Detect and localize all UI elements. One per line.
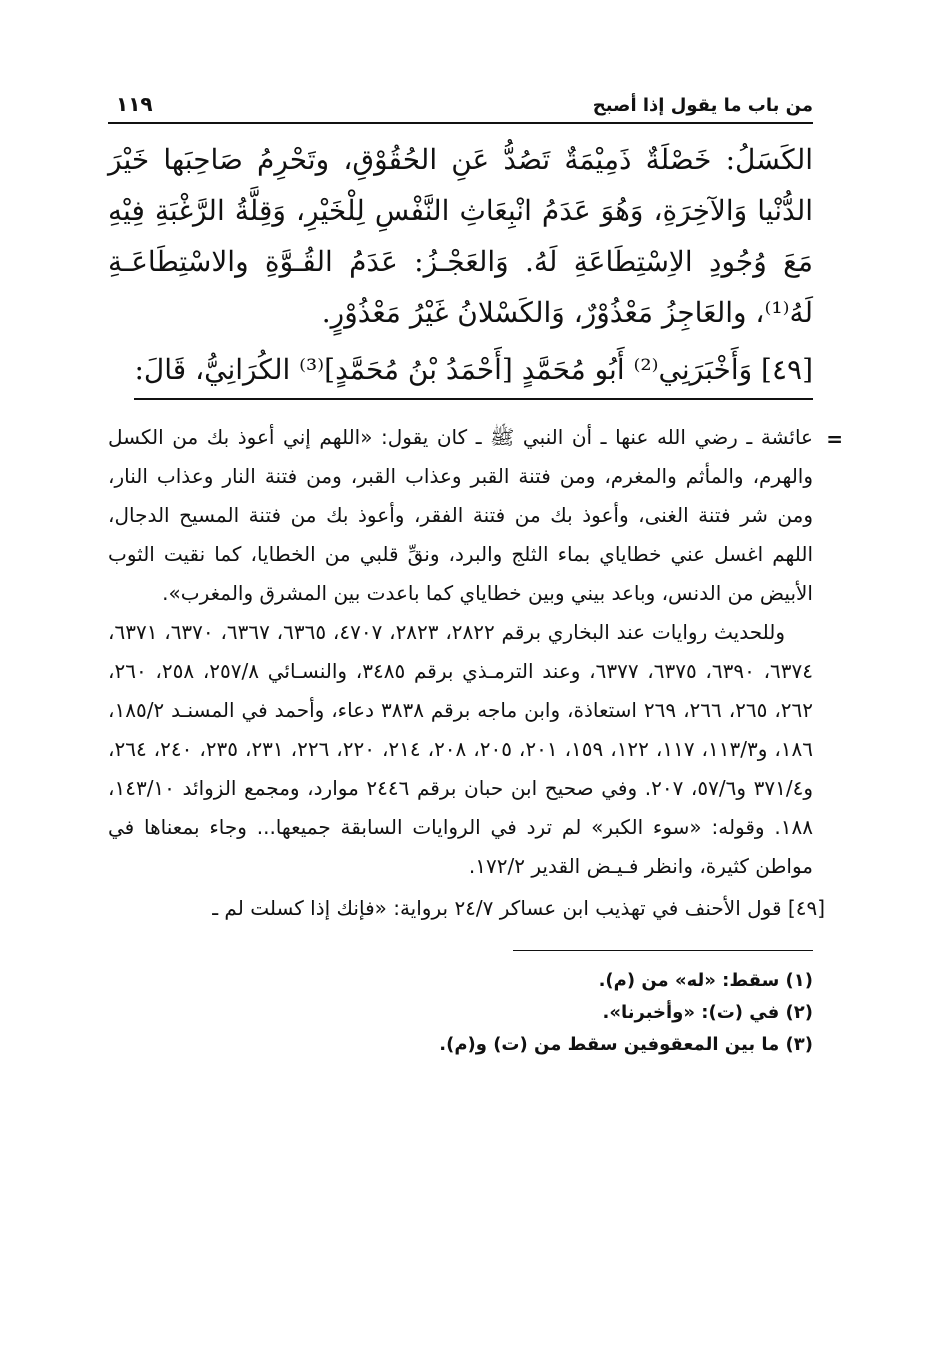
main-text — [108, 134, 813, 338]
main-paragraph: الكَسَلُ: خَصْلَةٌ ذَمِيْمَةٌ تَصُدُّ عَنِ الحُقُوْقِ، وتَحْرِمُ صَاحِبَها خَيْرَ الدُّنْيا وَالآخِرَةِ، وَهُوَ عَدَمُ انْبِعَاثِ النَّفْسِ لِلْخَيْرِ، وَقِلَّةُ الرَّغْبَةِ فِيْهِ مَعَ وُجُودِ الاِسْتِطَاعَةِ لَهُ. وَالعَجْـزُ: عَدَمُ القُـوَّةِ والاسْتِطَاعَـةِ لَهُ⁽¹⁾، والعَاجِزُ مَعْذُوْرٌ، وَالكَسْلانُ غَيْرُ مَعْذُوْرٍ. — [108, 143, 813, 329]
page-header — [108, 78, 813, 124]
commentary-block — [108, 418, 843, 886]
footnote-divider — [513, 950, 813, 951]
commentary-paragraph-2: وللحديث روايات عند البخاري برقم ٢٨٢٢، ٢٨٢٣، ٤٧٠٧، ٦٣٦٥، ٦٣٦٧، ٦٣٧٠، ٦٣٧١، ٦٣٧٤، ٦٣٩٠، ٦٣٧٥، ٦٣٧٧، وعند الترمـذي برقم ٣٤٨٥، والنسـائي ٢٥٧/٨، ٢٥٨، ٢٦٠، ٢٦٢، ٢٦٥، ٢٦٦، ٢٦٩ استعاذة، وابن ماجه برقم ٣٨٣٨ دعاء، وأحمد في المسنـد ١٨٥/٢، ١٨٦، و١١٣/٣، ١١٧، ١٢٢، ١٥٩، ٢٠١، ٢٠٥، ٢٠٨، ٢١٤، ٢٢٠، ٢٢٦، ٢٣١، ٢٣٥، ٢٤٠، ٢٦٤، و٣٧١/٤ و٥٧/٦، ٢٠٧. وفي صحيح ابن حبان برقم ٢٤٤٦ موارد، ومجمع الزوائد ١٤٣/١٠، ١٨٨. وقوله: «سوء الكبر» لم ترد في الروايات السابقة جميعها... وجاء بمعناها في مواطن كثيرة، وانظر فـيـض القدير ١٧٢/٢. — [108, 620, 814, 878]
continuation-mark: = — [826, 427, 843, 451]
running-title: من باب ما يقول إذا أصبح — [592, 95, 813, 116]
footnotes — [108, 965, 813, 1061]
note-49: [٤٩] قول الأحنف في تهذيب ابن عساكر ٢٤/٧ برواية: «فإنك إذا كسلت لم ـ — [212, 896, 825, 920]
footnote-2: (٢) في (ت): «وأخبرنا». — [602, 1002, 813, 1023]
footnote-3: (٣) ما بين المعقوفين سقط من (ت) و(م). — [439, 1034, 813, 1055]
document-page — [108, 78, 843, 1061]
hadith-heading: [٤٩] وَأَخْبَرَنِي⁽²⁾ أَبُو مُحَمَّدٍ [أَحْمَدُ بْنُ مُحَمَّدٍ]⁽³⁾ الكُرَانِيُّ، قَالَ: — [134, 344, 813, 400]
page-number: ١١٩ — [116, 92, 153, 116]
commentary-paragraph-1: عائشة ـ رضي الله عنها ـ أن النبي ﷺ ـ كان يقول: «اللهم إني أعوذ بك من الكسل والهرم، والمأثم والمغرم، ومن فتنة القبر وعذاب القبر، ومن فتنة النار وعذاب النار، ومن شر فتنة الغنى، وأعوذ بك من فتنة الفقر، وأعوذ بك من فتنة المسيح الدجال، اللهم اغسل عني خطاياي بماء الثلج والبرد، ونقِّ قلبي من الخطايا، كما نقيت الثوب الأبيض من الدنس، وباعد بيني وبين خطاياي كما باعدت بين المشرق والمغرب». — [108, 425, 813, 605]
footnote-1: (١) سقط: «له» من (م). — [598, 970, 813, 991]
